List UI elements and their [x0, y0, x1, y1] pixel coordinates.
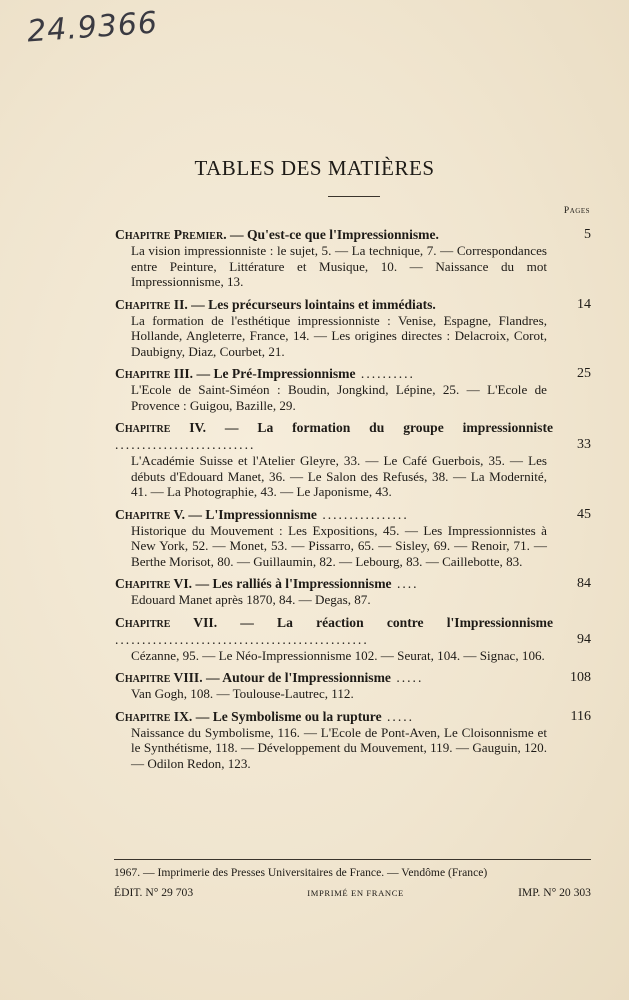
dot-leader: ....: [391, 576, 419, 591]
footer-rule: [114, 859, 591, 860]
print-number: IMP. N° 20 303: [518, 886, 591, 899]
chapter-heading: [115, 226, 591, 243]
printer-line: 1967. — Imprimerie des Presses Universitaires de France. — Vendôme (France): [114, 866, 488, 879]
chapter-heading: [115, 296, 591, 313]
dot-leader: ..........: [355, 366, 415, 381]
chapter-label: Chapitre III.: [115, 366, 194, 381]
chapter-title: — L'Impressionnisme: [185, 506, 317, 522]
table-of-contents: [115, 226, 591, 777]
dot-leader: .....: [390, 670, 424, 685]
chapter-label: Chapitre Premier.: [115, 227, 227, 242]
toc-entry-chapter-8: [115, 669, 591, 702]
chapter-title: — La réaction contre l'Impressionnisme: [217, 614, 553, 630]
title-rule: [328, 196, 380, 197]
chapter-heading: [115, 614, 591, 648]
chapter-label: Chapitre VII.: [115, 614, 218, 630]
chapter-title: — Le Pré-Impressionnisme: [193, 366, 356, 381]
toc-entry-chapter-2: [115, 296, 591, 360]
chapter-summary: Edouard Manet après 1870, 84. — Degas, 87.: [131, 592, 371, 607]
chapter-title: — Autour de l'Impressionnisme: [202, 670, 391, 685]
chapter-label: Chapitre IX.: [115, 708, 193, 724]
page-number: 84: [577, 576, 591, 591]
page-number: 5: [584, 227, 591, 242]
toc-entry-chapter-7: [115, 614, 591, 664]
dot-leader: ................: [316, 506, 409, 522]
printed-in-label: IMPRIMÉ EN FRANCE: [307, 888, 404, 898]
handwritten-catalog-note: 24.9366: [25, 5, 160, 50]
edition-number: ÉDIT. N° 29 703: [114, 886, 194, 899]
chapter-label: Chapitre II.: [115, 296, 188, 312]
page-number: 25: [577, 366, 591, 381]
chapter-title: — Le Symbolisme ou la rupture: [192, 708, 382, 724]
pages-column-label: Pages: [563, 206, 590, 216]
chapter-summary: L'Académie Suisse et l'Atelier Gleyre, 33. — Le Café Guerbois, 35. — Les débuts d'Edouard Manet, 36. — Le Salon des Refusés, 38. — La Modernité, 41. — La Photographie, 43. — Le Japonisme, 43.: [131, 453, 547, 499]
chapter-heading: [115, 419, 591, 453]
toc-entry-chapter-5: [115, 506, 591, 570]
chapter-title: — Les ralliés à l'Impressionnisme: [192, 576, 392, 591]
page-title: TABLES DES MATIÈRES: [194, 156, 435, 180]
dot-leader: ...............................................: [115, 631, 369, 647]
page-number: 94: [577, 631, 591, 647]
chapter-summary: Naissance du Symbolisme, 116. — L'Ecole de Pont-Aven, Le Cloisonnisme et le Synthétisme, 118. — Développement du Mouvement, 119. — Gauguin, 120. — Odilon Redon, 123.: [131, 724, 547, 771]
chapter-heading: [115, 708, 591, 725]
toc-entry-chapter-9: [115, 708, 591, 772]
page-number: 33: [577, 437, 591, 452]
chapter-summary: Van Gogh, 108. — Toulouse-Lautrec, 112.: [131, 686, 354, 701]
chapter-summary: L'Ecole de Saint-Siméon : Boudin, Jongkind, Lépine, 25. — L'Ecole de Provence : Guigou, Bazille, 29.: [131, 382, 547, 413]
chapter-heading: [115, 506, 591, 523]
chapter-label: Chapitre VI.: [115, 576, 193, 591]
chapter-label: Chapitre IV.: [115, 420, 207, 435]
chapter-heading: [115, 669, 591, 686]
page-number: 116: [570, 708, 591, 724]
chapter-title: — La formation du groupe impressionniste: [206, 420, 554, 435]
page-number: 14: [577, 296, 591, 312]
chapter-title: — Les précurseurs lointains et immédiats.: [187, 296, 436, 312]
chapter-summary: Historique du Mouvement : Les Expositions, 45. — Les Impressionnistes à New York, 52. — Monet, 53. — Pissarro, 65. — Sisley, 69. — Renoir, 71. — Berthe Morisot, 80. — Guillaumin, 82. — Lebourg, 83. — Caillebotte, 83.: [131, 522, 547, 569]
dot-leader: .....: [381, 708, 415, 724]
toc-entry-chapter-3: [115, 365, 591, 413]
chapter-summary: Cézanne, 95. — Le Néo-Impressionnisme 102. — Seurat, 104. — Signac, 106.: [131, 647, 545, 663]
chapter-heading: [115, 365, 591, 382]
chapter-heading: [115, 575, 591, 592]
colophon: [114, 886, 591, 899]
chapter-summary: La formation de l'esthétique impressionniste : Venise, Espagne, Flandres, Hollande, Angleterre, France, 14. — Les origines directes : Delacroix, Corot, Daubigny, Diaz, Courbet, 21.: [131, 312, 547, 359]
dot-leader: ..........................: [115, 437, 256, 452]
chapter-label: Chapitre V.: [115, 506, 185, 522]
toc-entry-chapter-4: [115, 419, 591, 500]
toc-entry-chapter-6: [115, 575, 591, 608]
page-number: 108: [570, 670, 591, 685]
chapter-summary: La vision impressionniste : le sujet, 5. — La technique, 7. — Correspondances entre Peinture, Littérature et Musique, 10. — Naissance du mot Impressionnisme, 13.: [131, 243, 547, 289]
page-number: 45: [577, 506, 591, 522]
toc-entry-chapter-1: [115, 226, 591, 290]
chapter-label: Chapitre VIII.: [115, 670, 203, 685]
chapter-title: — Qu'est-ce que l'Impressionnisme.: [226, 227, 439, 242]
